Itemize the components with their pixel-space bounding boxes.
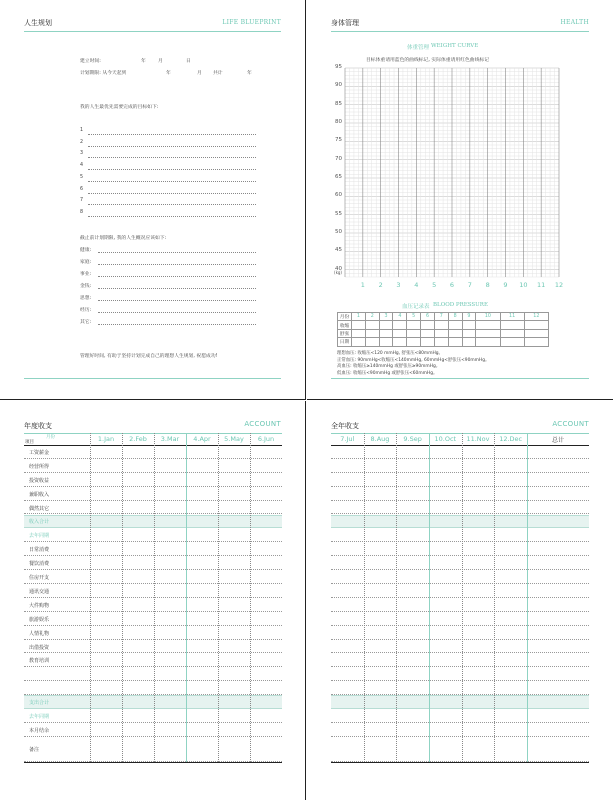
- y-tick-label: 80: [335, 119, 342, 125]
- goal-number: 5: [80, 174, 84, 180]
- y-tick-label: 55: [335, 210, 342, 217]
- row-label: 偶然其它: [29, 505, 50, 512]
- aspect-label: 健康:: [80, 248, 92, 253]
- x-tick-label: 6: [449, 281, 455, 289]
- x-tick-label: 1: [360, 281, 365, 289]
- plan-period-label: 计划期限: 从今天起到: [80, 71, 127, 76]
- weight-chart: [307, 0, 613, 300]
- bp-row: [338, 329, 549, 337]
- goal-number: 6: [80, 186, 84, 192]
- aspect-label: 金钱:: [80, 284, 92, 289]
- table-row: [24, 654, 282, 668]
- bp-row-label: 日期: [338, 338, 352, 346]
- aspect-label: 思想:: [80, 296, 92, 301]
- table-row: [24, 737, 282, 762]
- header-top-line: [24, 433, 282, 434]
- table-row: [24, 515, 282, 529]
- table-row: [331, 473, 589, 487]
- full-year-account-page: [307, 401, 613, 800]
- bp-cell: [407, 321, 421, 329]
- goal-line: [88, 157, 256, 158]
- column-divider: [154, 433, 155, 762]
- bp-month-header: 2: [365, 313, 379, 321]
- row-label: 人情礼物: [29, 630, 50, 637]
- bp-cell: [434, 321, 448, 329]
- goal-line: [88, 204, 256, 205]
- table-row: [331, 598, 589, 612]
- goal-line: [88, 193, 256, 194]
- bp-cell: [500, 329, 524, 337]
- table-row: [331, 542, 589, 556]
- annual-account-page: [0, 401, 306, 800]
- row-label: 工资薪金: [29, 449, 50, 456]
- bp-cell: [476, 338, 500, 346]
- weight-chart-title-cn: 体重管理: [407, 45, 430, 51]
- month-header: 5.May: [224, 435, 244, 443]
- bp-cell: [407, 338, 421, 346]
- y-tick-label: 60: [335, 192, 342, 199]
- total-header: 总计: [551, 437, 564, 444]
- table-row: [24, 487, 282, 501]
- month-header: 2.Feb: [129, 435, 147, 443]
- table-row: [331, 640, 589, 654]
- row-label: 教育培训: [29, 658, 50, 665]
- bp-cell: [448, 329, 462, 337]
- goal-number: 4: [80, 163, 84, 169]
- bp-cell: [421, 321, 435, 329]
- aspect-label: 经历:: [80, 308, 92, 313]
- bp-cell: [379, 338, 393, 346]
- bp-cell: [365, 329, 379, 337]
- x-tick-label: 4: [414, 281, 419, 289]
- bp-month-header: 3: [379, 313, 393, 321]
- aspect-line: [98, 288, 256, 289]
- bp-note: 理想血压: 收缩压<120 mmHg, 舒张压<80mmHg。: [337, 351, 443, 356]
- bp-cell: [462, 321, 476, 329]
- row-label: 经营所得: [29, 463, 50, 470]
- table-row: [24, 667, 282, 681]
- table-row: [24, 709, 282, 723]
- x-tick-label: 7: [467, 281, 472, 289]
- bp-row-label: 舒张: [338, 329, 352, 337]
- month-header: 9.Sep: [403, 435, 422, 443]
- x-tick-label: 12: [554, 281, 564, 289]
- row-label: 出借投资: [29, 644, 50, 651]
- table-row: [331, 570, 589, 584]
- table-row: [24, 556, 282, 570]
- month-label: 月: [158, 59, 163, 64]
- table-row: [331, 709, 589, 723]
- table-row: [24, 584, 282, 598]
- table-row: [24, 528, 282, 542]
- bp-cell: [462, 338, 476, 346]
- table-row: [331, 459, 589, 473]
- row-label: 本月结余: [29, 727, 50, 734]
- label-divider: [90, 433, 91, 762]
- month-header: 1.Jan: [97, 435, 115, 443]
- bp-month-header: 8: [448, 313, 462, 321]
- bp-cell: [524, 338, 548, 346]
- goal-number: 8: [80, 209, 84, 215]
- table-row: [331, 501, 589, 515]
- table-row: [24, 445, 282, 459]
- bp-title-en: BLOOD PRESSURE: [433, 302, 488, 308]
- y-axis-unit: (kg): [334, 270, 342, 275]
- bp-cell: [407, 329, 421, 337]
- table-row: [331, 667, 589, 681]
- bp-row-label: 月份: [338, 313, 352, 321]
- column-divider: [250, 433, 251, 762]
- bp-cell: [500, 338, 524, 346]
- bp-month-header: 7: [434, 313, 448, 321]
- goal-number: 2: [80, 139, 84, 145]
- aspect-label: 家庭:: [80, 260, 92, 265]
- bp-cell: [365, 338, 379, 346]
- bp-cell: [352, 338, 366, 346]
- total-year-label: 年: [247, 71, 252, 76]
- bp-month-header: 11: [500, 313, 524, 321]
- table-row: [331, 626, 589, 640]
- aspect-line: [98, 252, 256, 253]
- bp-month-header: 10: [476, 313, 500, 321]
- page-title: 身体管理: [331, 19, 359, 27]
- established-label: 建立时间:: [80, 59, 101, 64]
- aspect-line: [98, 324, 256, 325]
- row-label: 兼职收入: [29, 491, 50, 498]
- row-label: 通讯交通: [29, 588, 50, 595]
- x-tick-label: 3: [396, 281, 401, 289]
- column-divider: [186, 433, 187, 762]
- bp-cell: [500, 321, 524, 329]
- page-header: [24, 18, 281, 32]
- table-row: [24, 723, 282, 737]
- bp-cell: [393, 329, 407, 337]
- bp-cell: [352, 329, 366, 337]
- bp-note: 高血压: 收缩压≥140mmHg 或舒张压≥90mmHg。: [337, 364, 441, 369]
- x-tick-label: 9: [503, 281, 508, 289]
- bp-cell: [476, 329, 500, 337]
- goal-line: [88, 134, 256, 135]
- y-tick-label: 40: [335, 265, 342, 272]
- row-label: 收入合计: [29, 519, 50, 526]
- row-label: 日常消费: [29, 547, 50, 554]
- table-row: [331, 681, 589, 695]
- y-tick-label: 50: [335, 229, 342, 235]
- goal-line: [88, 169, 256, 170]
- y-tick-label: 90: [335, 82, 342, 89]
- bp-cell: [393, 321, 407, 329]
- total-label: 共计: [213, 71, 223, 76]
- table-row: [24, 681, 282, 695]
- y-tick-label: 65: [335, 174, 342, 180]
- aspect-label: 其它:: [80, 320, 92, 325]
- bp-cell: [476, 321, 500, 329]
- bp-cell: [448, 338, 462, 346]
- bp-month-header: 12: [524, 313, 548, 321]
- table-row: [331, 487, 589, 501]
- bp-month-header: 4: [393, 313, 407, 321]
- month-header: 7.Jul: [340, 435, 355, 443]
- goal-line: [88, 216, 256, 217]
- aspect-line: [98, 264, 256, 265]
- table-row: [24, 459, 282, 473]
- y-tick-label: 70: [335, 155, 342, 162]
- table-row: [24, 640, 282, 654]
- aspect-line: [98, 312, 256, 313]
- bp-row-label: 收缩: [338, 321, 352, 329]
- month-header: 6.Jun: [257, 435, 275, 443]
- table-row: [24, 695, 282, 709]
- table-row: [24, 598, 282, 612]
- page-title: 年度收支: [24, 422, 52, 430]
- bp-cell: [393, 338, 407, 346]
- table-row: [24, 626, 282, 640]
- table-row: [24, 473, 282, 487]
- bp-title-cn: 血压记录表: [402, 304, 430, 310]
- month-header: 3.Mar: [160, 435, 180, 443]
- table-row: [24, 542, 282, 556]
- row-label: 餐饮消费: [29, 561, 50, 568]
- day-label: 日: [186, 59, 191, 64]
- bp-cell: [365, 321, 379, 329]
- row-label: 住房开支: [29, 575, 50, 582]
- y-tick-label: 85: [335, 100, 342, 107]
- page-footer-line: [24, 378, 281, 379]
- bp-cell: [434, 338, 448, 346]
- column-divider: [429, 433, 430, 762]
- x-tick-label: 5: [432, 281, 437, 289]
- column-divider: [122, 433, 123, 762]
- table-bottom-line: [24, 762, 282, 763]
- bp-month-header: 5: [407, 313, 421, 321]
- bp-row: [338, 321, 549, 329]
- bp-cell: [421, 338, 435, 346]
- row-label: 大件购物: [29, 602, 50, 609]
- goals-intro: 我的人生最优先需要完成的目标如下:: [80, 105, 159, 110]
- bp-cell: [448, 321, 462, 329]
- period-year-label: 年: [166, 71, 171, 76]
- bp-month-header: 9: [462, 313, 476, 321]
- weight-chart-title-en: WEIGHT CURVE: [431, 43, 479, 49]
- row-label: 旅游娱乐: [29, 616, 50, 623]
- goal-number: 1: [80, 128, 84, 133]
- bp-row: [338, 313, 549, 321]
- table-row: [24, 570, 282, 584]
- x-tick-label: 10: [519, 281, 528, 289]
- goal-number: 7: [80, 198, 84, 204]
- page-title: 全年收支: [331, 422, 359, 430]
- x-tick-label: 11: [537, 281, 546, 289]
- column-divider: [462, 433, 463, 762]
- month-header: 11.Nov: [466, 435, 490, 443]
- bp-cell: [421, 329, 435, 337]
- table-row: [331, 612, 589, 626]
- bp-cell: [524, 321, 548, 329]
- period-month-label: 月: [197, 71, 202, 76]
- column-divider: [396, 433, 397, 762]
- goal-line: [88, 146, 256, 147]
- bp-month-header: 6: [421, 313, 435, 321]
- table-row: [331, 654, 589, 668]
- blood-pressure-table: [337, 312, 549, 347]
- row-label: 投资收益: [29, 477, 50, 484]
- x-tick-label: 8: [485, 281, 490, 289]
- table-row: [24, 612, 282, 626]
- bp-cell: [379, 321, 393, 329]
- corner-month-label: 月份: [46, 435, 55, 440]
- page-title: 人生规划: [24, 19, 52, 27]
- page-subtitle: ACCOUNT: [552, 420, 589, 428]
- bp-cell: [524, 329, 548, 337]
- table-row: [331, 528, 589, 542]
- month-header: 4.Apr: [193, 435, 211, 443]
- column-divider: [364, 433, 365, 762]
- plan-intro: 截止前计划期限, 我的人生概况应该如下:: [80, 236, 167, 241]
- bp-note: 正常血压: 90mmHg<收缩压<140mmHg, 60mmHg<舒张压<90mmHg。: [337, 357, 490, 363]
- health-page: [307, 0, 613, 400]
- table-row: [331, 515, 589, 529]
- goal-line: [88, 181, 256, 182]
- row-label: 去年同期: [29, 533, 50, 540]
- aspect-line: [98, 276, 256, 277]
- bp-cell: [379, 329, 393, 337]
- life-blueprint-page: [0, 0, 306, 400]
- header-top-line: [331, 433, 589, 434]
- bp-cell: [462, 329, 476, 337]
- corner-item-label: 项目: [25, 440, 34, 445]
- month-header: 8.Aug: [370, 435, 390, 443]
- table-bottom-line: [331, 762, 589, 763]
- table-row: [331, 737, 589, 762]
- month-header: 10.Oct: [434, 435, 457, 443]
- aspect-label: 事业:: [80, 272, 92, 277]
- table-row: [24, 501, 282, 515]
- x-tick-label: 2: [378, 281, 383, 289]
- bp-cell: [434, 329, 448, 337]
- table-row: [331, 556, 589, 570]
- goal-number: 3: [80, 151, 84, 157]
- bp-note: 低血压: 收缩压<90mmHg 或舒张压<60mmHg。: [337, 370, 438, 376]
- row-label: 支出合计: [29, 700, 50, 707]
- month-header: 12.Dec: [499, 435, 523, 443]
- table-row: [331, 584, 589, 598]
- table-row: [331, 695, 589, 709]
- bp-cell: [352, 321, 366, 329]
- weight-chart-note: 目标体重请用蓝色的曲线标记, 实际体重请用红色曲线标记: [366, 58, 489, 63]
- bp-row: [338, 338, 549, 346]
- y-tick-label: 75: [335, 137, 342, 144]
- aspect-line: [98, 300, 256, 301]
- bp-month-header: 1: [352, 313, 366, 321]
- column-divider: [218, 433, 219, 762]
- motto: 管理好时间, 有助于坚持计划完成自己的理想人生规划, 祝愿成功!: [80, 354, 218, 359]
- y-tick-label: 45: [335, 247, 342, 254]
- page-footer-line: [331, 378, 589, 379]
- row-label: 去年同期: [29, 714, 50, 721]
- total-divider: [527, 433, 528, 762]
- page-subtitle: ACCOUNT: [244, 420, 281, 428]
- page-subtitle: HEALTH: [560, 19, 589, 26]
- column-divider: [494, 433, 495, 762]
- table-row: [331, 723, 589, 737]
- year-label: 年: [141, 59, 146, 64]
- row-label: 备注: [29, 747, 40, 754]
- table-row: [331, 445, 589, 459]
- page-subtitle: LIFE BLUEPRINT: [222, 19, 281, 26]
- y-tick-label: 95: [335, 64, 342, 70]
